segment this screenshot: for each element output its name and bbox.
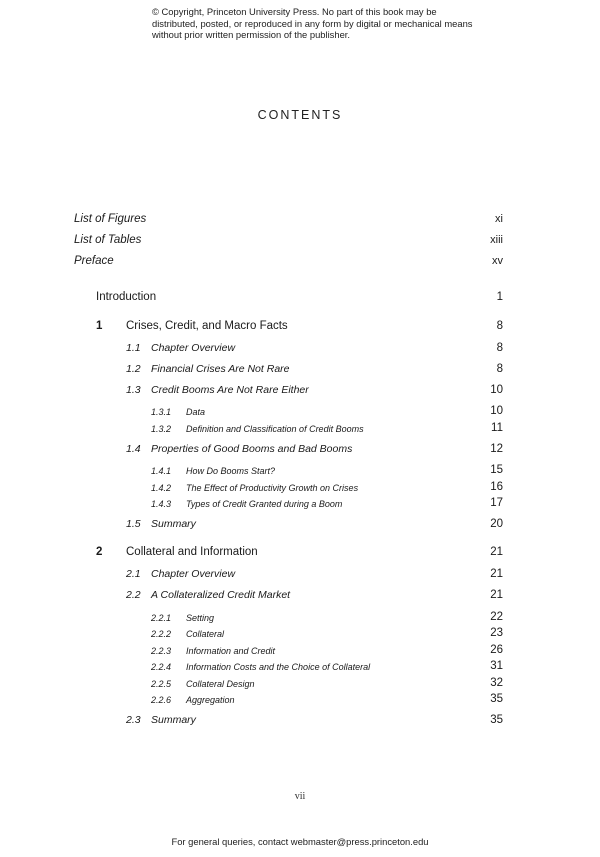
toc-chapter-2[interactable]: [0, 546, 600, 564]
subsection-page: 16: [490, 481, 503, 493]
section-title: Summary: [151, 518, 196, 530]
subsection-title: Types of Credit Granted during a Boom: [186, 499, 343, 509]
section-page: 10: [490, 384, 503, 396]
chapter-title: Crises, Credit, and Macro Facts: [126, 320, 288, 332]
subsection-title: Information and Credit: [186, 646, 276, 656]
section-title: Credit Booms Are Not Rare Either: [151, 384, 309, 396]
subsection-number: 2.2.6: [151, 695, 172, 705]
section-title: Financial Crises Are Not Rare: [151, 363, 290, 375]
toc-entry-label: List of Tables: [74, 234, 142, 246]
chapter-page: 8: [496, 320, 503, 332]
section-number: 1.2: [126, 363, 141, 375]
toc-section-1-1[interactable]: [0, 342, 600, 360]
section-page: 35: [490, 714, 503, 726]
page-number: vii: [294, 791, 306, 802]
toc-subsection-1-4-1[interactable]: [0, 465, 600, 483]
toc-section-2-2[interactable]: [0, 589, 600, 607]
section-number: 2.2: [126, 589, 141, 601]
toc-entry-list-of-tables[interactable]: [0, 234, 600, 252]
section-title: Summary: [151, 714, 196, 726]
toc-subsection-2-2-6[interactable]: [0, 694, 600, 712]
toc-entry-page: xiii: [490, 234, 503, 246]
toc-entry-introduction[interactable]: [0, 291, 600, 309]
subsection-title: How Do Booms Start?: [186, 466, 276, 476]
subsection-page: 26: [490, 644, 503, 656]
subsection-title: Definition and Classification of Credit Booms: [186, 424, 364, 434]
subsection-page: 15: [490, 464, 503, 476]
toc-entry-label: Introduction: [96, 291, 157, 303]
section-page: 21: [490, 568, 503, 580]
subsection-title: Data: [186, 407, 206, 417]
subsection-number: 2.2.5: [151, 679, 172, 689]
subsection-page: 11: [491, 422, 503, 434]
toc-subsection-2-2-4[interactable]: [0, 661, 600, 679]
subsection-number: 2.2.1: [151, 613, 172, 623]
subsection-title: Setting: [186, 613, 215, 623]
subsection-page: 31: [490, 660, 503, 672]
toc-entry-page: xi: [495, 213, 503, 225]
subsection-title: Collateral Design: [186, 679, 255, 689]
toc-entry-label: Preface: [74, 255, 114, 267]
subsection-number: 1.3.1: [151, 407, 172, 417]
section-title: A Collateralized Credit Market: [151, 589, 291, 601]
subsection-page: 17: [490, 497, 503, 509]
section-title: Properties of Good Booms and Bad Booms: [151, 443, 353, 455]
section-number: 1.4: [126, 443, 141, 455]
toc-section-1-4[interactable]: [0, 443, 600, 461]
section-title: Chapter Overview: [151, 342, 236, 354]
subsection-page: 32: [490, 677, 503, 689]
subsection-title: Aggregation: [186, 695, 235, 705]
section-number: 2.1: [126, 568, 141, 580]
subsection-number: 2.2.4: [151, 662, 172, 672]
subsection-page: 22: [490, 611, 503, 623]
subsection-page: 10: [490, 405, 503, 417]
subsection-title: Information Costs and the Choice of Collateral: [186, 662, 371, 672]
toc-entry-label: List of Figures: [74, 213, 147, 225]
toc-entry-page: xv: [492, 255, 503, 267]
section-page: 8: [496, 342, 503, 354]
toc-section-1-3[interactable]: [0, 384, 600, 402]
toc-chapter-1[interactable]: [0, 320, 600, 338]
footer-contact: For general queries, contact webmaster@press.princeton.edu: [171, 836, 429, 847]
section-title: Chapter Overview: [151, 568, 236, 580]
section-page: 12: [490, 443, 503, 455]
copyright-notice: © Copyright, Princeton University Press. No part of this book may be distributed, posted, or reproduced in any form by digital or mechanical means without prior written permission of the publisher.: [152, 6, 473, 40]
subsection-number: 2.2.2: [151, 629, 172, 639]
chapter-title: Collateral and Information: [126, 546, 258, 558]
toc-entry-page: 1: [496, 291, 503, 303]
subsection-title: The Effect of Productivity Growth on Crises: [186, 483, 359, 493]
subsection-number: 1.3.2: [151, 424, 172, 434]
subsection-number: 1.4.3: [151, 499, 172, 509]
subsection-number: 1.4.2: [151, 483, 172, 493]
subsection-number: 1.4.1: [151, 466, 172, 476]
toc-subsection-1-3-2[interactable]: [0, 423, 600, 441]
toc-subsection-1-3-1[interactable]: [0, 406, 600, 424]
section-number: 1.3: [126, 384, 141, 396]
subsection-number: 2.2.3: [151, 646, 172, 656]
chapter-number: 1: [96, 320, 103, 332]
chapter-page: 21: [490, 546, 503, 558]
toc-section-2-1[interactable]: [0, 568, 600, 586]
toc-entry-preface[interactable]: [0, 255, 600, 273]
toc-entry-list-of-figures[interactable]: [0, 213, 600, 231]
section-number: 1.5: [126, 518, 141, 530]
subsection-title: Collateral: [186, 629, 225, 639]
section-page: 20: [490, 518, 503, 530]
subsection-page: 23: [490, 627, 503, 639]
toc-section-1-2[interactable]: [0, 363, 600, 381]
section-number: 1.1: [126, 342, 141, 354]
section-page: 8: [496, 363, 503, 375]
toc-subsection-2-2-2[interactable]: [0, 628, 600, 646]
toc-section-2-3[interactable]: [0, 714, 600, 732]
subsection-page: 35: [490, 693, 503, 705]
page-title: CONTENTS: [257, 108, 343, 122]
section-page: 21: [490, 589, 503, 601]
section-number: 2.3: [126, 714, 141, 726]
chapter-number: 2: [96, 546, 103, 558]
toc-subsection-1-4-3[interactable]: [0, 498, 600, 516]
toc-section-1-5[interactable]: [0, 518, 600, 536]
